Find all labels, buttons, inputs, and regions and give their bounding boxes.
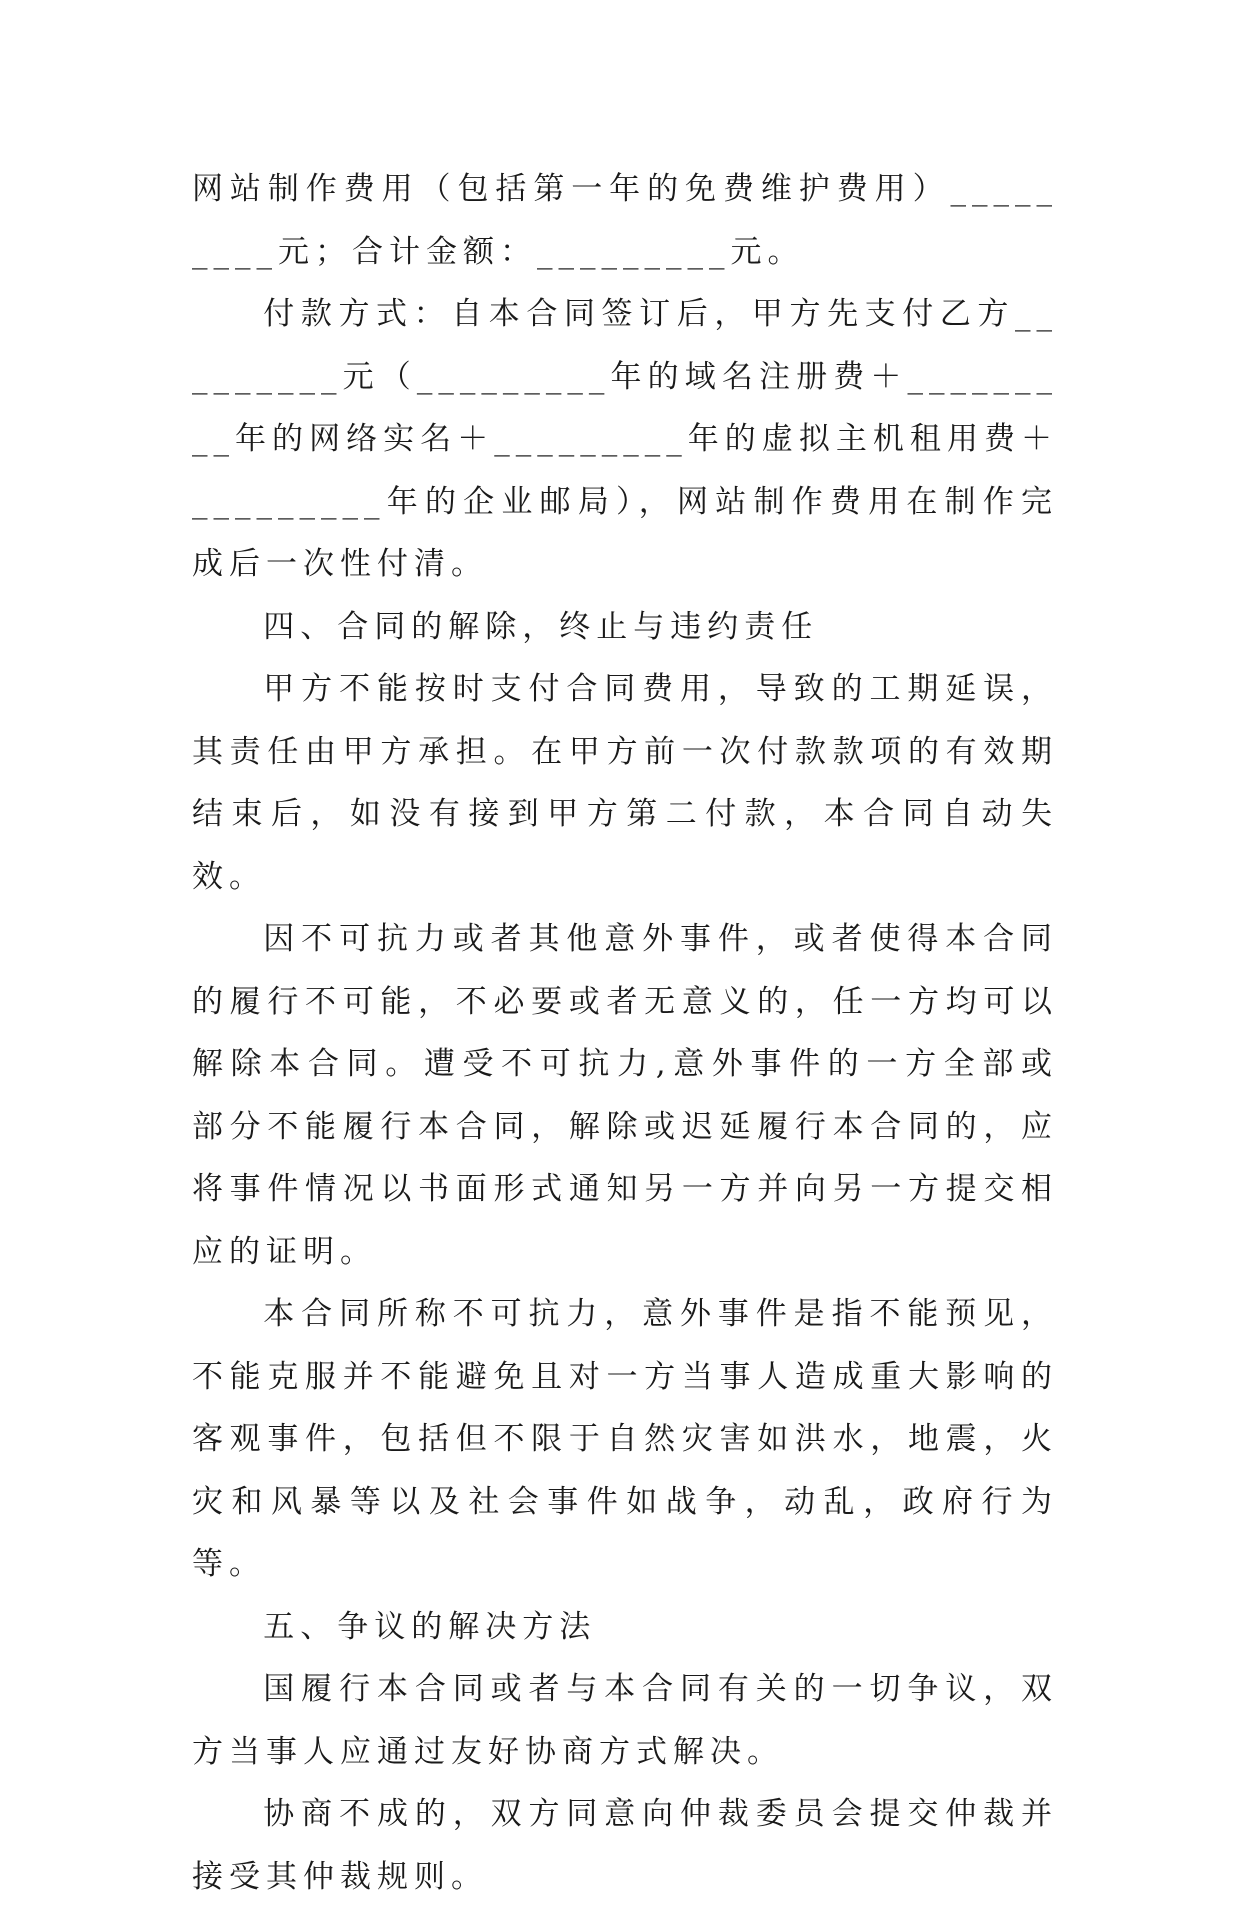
clause-force-majeure-definition: 本合同所称不可抗力，意外事件是指不能预见，不能克服并不能避免且对一方当事人造成重大影响的客观事件，包括但不限于自然灾害如洪水，地震，火灾和风暴等以及社会事件如战争，动乱，政府行为等。 [192,1296,1058,1582]
clause-late-payment: 甲方不能按时支付合同费用，导致的工期延误，其责任由甲方承担。在甲方前一次付款款项的有效期结束后，如没有接到甲方第二付款，本合同自动失效。 [192,671,1058,895]
clause-negotiation: 国履行本合同或者与本合同有关的一切争议，双方当事人应通过友好协商方式解决。 [192,1671,1058,1770]
clause-arbitration: 协商不成的，双方同意向仲裁委员会提交仲裁并接受其仲裁规则。 [192,1796,1058,1895]
document-body [192,158,1058,1908]
section-heading-termination: 四、合同的解除，终止与违约责任 [263,608,819,645]
payment-terms-paragraph: 付款方式：自本合同签订后，甲方先支付乙方_________元（_________年的域名注册费＋_________年的网络实名＋_________年的虚拟主机租用费＋_________年的企业邮局），网站制作费用在制作完成后一次性付清。 [192,296,1058,582]
clause-force-majeure-termination: 因不可抗力或者其他意外事件，或者使得本合同的履行不可能，不必要或者无意义的，任一方均可以解除本合同。遭受不可抗力,意外事件的一方全部或部分不能履行本合同，解除或迟延履行本合同的，应将事件情况以书面形式通知另一方并向另一方提交相应的证明。 [192,921,1058,1270]
fee-paragraph: 网站制作费用（包括第一年的免费维护费用）_________元；合计金额：_________元。 [192,171,1058,270]
section-heading-dispute: 五、争议的解决方法 [263,1608,597,1645]
